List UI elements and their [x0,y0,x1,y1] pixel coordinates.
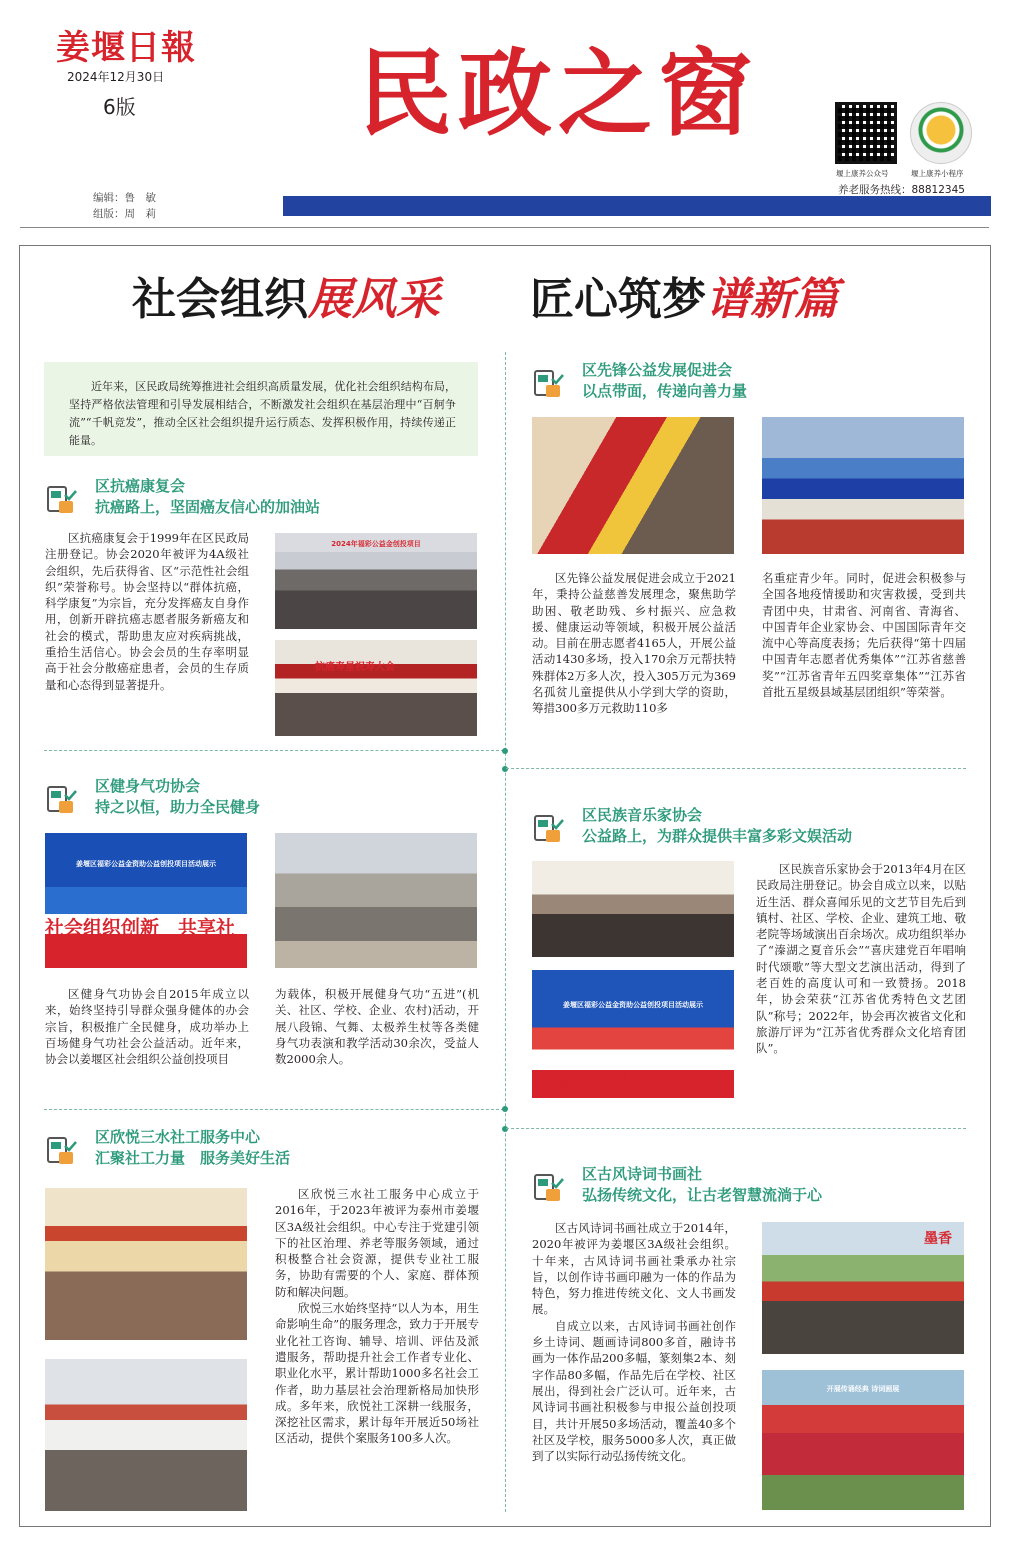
article-title-anticancer [95,476,320,518]
headline-black: 社会组织 [132,274,308,325]
organization-icon [45,1134,79,1168]
paragraph: 区古风诗词书画社成立于2014年，2020年被评为姜堰区3A级社会组织。十年来，古风诗词书画社秉承办社宗旨，以创作诗书画印融为一体的作品为特色，努力推进传统文化、文人书画发展。 [532,1221,736,1317]
divider-dot [502,1126,508,1132]
header-rule [20,227,989,228]
headline-right [530,274,838,325]
org-name: 区民族音乐家协会 [582,806,703,824]
org-name: 区欣悦三水社工服务中心 [95,1128,261,1146]
header-blue-bar [283,196,991,216]
headline-red: 展风采 [308,274,440,325]
divider [506,1128,966,1129]
org-slogan: 公益路上，为群众提供丰富多彩文娱活动 [582,827,853,845]
hotline-text: 养老服务热线：88812345 [838,184,965,196]
org-slogan: 持之以恒，助力全民健身 [95,798,261,816]
article-title-folk-music [582,805,852,847]
divider-dot [502,766,508,772]
photo-anticancer-meeting [275,533,477,629]
organization-icon [532,812,566,846]
section-title: 民政之窗 [358,40,759,149]
photo-banner: 抗癌寿星祝寿大会 [315,662,395,673]
qr-code-icon[interactable] [835,102,897,164]
article-body-qigong-col2: 为载体，积极开展健身气功“五进”(机关、社区、学校、企业、农村)活动，开展八段锦、气舞、太极养生杖等各类健身气功表演和教学活动30余次，受益人数2000余人。 [275,987,479,1067]
photo-qigong-stage [45,833,247,968]
photo-pioneer-rally [762,417,964,554]
paragraph: 区欣悦三水社工服务中心成立于2016年，于2023年被评为泰州市姜堰区3A级社会组织。中心专注于党建引领下的社区治理、养老等服务领域，通过积极整合社会资源，提供专业社工服务，协助有需要的个人、家庭、群体预防和解决问题。 [275,1187,479,1299]
photo-banner: 开展传诵经典 诗词画展 [826,1385,900,1393]
photo-banner: 织创新 共享 [532,1070,652,1094]
photo-social-work-class [45,1359,247,1511]
org-name: 区先锋公益发展促进会 [582,361,733,379]
divider [44,750,504,751]
article-body-poetry [532,1220,736,1464]
photo-anticancer-birthday [275,640,477,736]
photo-folk-music-band [532,861,734,957]
article-body-qigong-col1: 区健身气功协会自2015年成立以来，始终坚持引导群众强身健体的办会宗旨，积极推广全民健身，成功举办上百场健身气功社会公益活动。近年来，协会以姜堰区社会组织公益创投项目 [45,987,249,1067]
org-name: 区古风诗词书画社 [582,1165,703,1183]
article-body-pioneer-col1: 区先锋公益发展促进会成立于2021年，秉持公益慈善发展理念，聚焦助学助困、敬老助残、乡村振兴、应急救援、健康运动等领域，积极开展公益活动。目前在册志愿者4165人，开展公益活动1430多场，投入170余万元帮扶特殊群体2万多人次，投入305万元为369名孤贫儿童提供从小学到大学的资助，筹措300多万元救助110多 [532,571,736,716]
editor-credit: 编辑：鲁 敏 [93,192,156,204]
organization-icon [45,783,79,817]
article-body-pioneer-col2: 名重症青少年。同时，促进会积极参与全国各地疫情援助和灾害救援，受到共青团中央，甘肃省、河南省、青海省、中国青年企业家协会、中国国际青年交流中心等高度表扬；先后获得“第十四届中国青年志愿者优秀集体”“江苏省慈善奖”“江苏省青年五四奖章集体”“江苏省首批五星级县域基层团组织”等荣誉。 [762,571,966,700]
intro-box: 近年来，区民政局统筹推进社会组织高质量发展，优化社会组织结构布局，坚持严格依法管理和引导发展相结合，不断激发社会组织在基层治理中“百舸争流”“千帆竞发”，推动全区社会组织提升运行质态、发挥积极作用，持续传递正能量。 [44,362,478,456]
photo-pioneer-volunteers [532,417,734,554]
divider-dot [502,748,508,754]
photo-folk-music-dance [532,970,734,1098]
headline-red: 谱新篇 [706,274,838,325]
photo-poetry-exhibition [762,1222,964,1354]
paragraph: 欣悦三水始终坚持“以人为本，用生命影响生命”的服务理念，致力于开展专业化社工咨询、辅导、培训、评估及派遣服务，帮助提升社会工作者专业化、职业化水平，累计帮助1000多名社会工作者，助力基层社会治理新格局加快形成。多年来，欣悦社工深耕一线服务，深挖社区需求，累计每年开展近50场社区活动，提供个案服务100多人次。 [275,1301,479,1446]
photo-poetry-gathering [762,1370,964,1510]
divider-dot [502,1106,508,1112]
photo-banner: 2024年福彩公益金创投项目 [331,540,421,548]
photo-banner: 姜堰区福彩公益金资助公益创投项目活动展示 [563,1001,703,1009]
organization-icon [45,483,79,517]
article-body-social-work [275,1186,479,1447]
photo-banner: 姜堰区福彩公益金资助公益创投项目活动展示 [76,860,216,868]
article-title-pioneer [582,360,747,402]
photo-social-work-event [45,1188,247,1340]
photo-banner: 墨香 [924,1231,952,1247]
organization-icon [532,367,566,401]
org-slogan: 弘扬传统文化，让古老智慧流淌于心 [582,1186,823,1204]
article-body-anticancer: 区抗癌康复会于1999年在区民政局注册登记。协会2020年被评为4A级社会组织，先后获得省、区“示范性社会组织”荣誉称号。协会坚持以“群体抗癌，科学康复”为宗旨，充分发挥癌友自身作用，创新开辟抗癌志愿者服务新癌友和社会的模式，帮助患友应对疾病挑战，重拾生活信心。协会会员的生存率明显高于社会分散癌症患者，会员的生存质量和心态得到显著提升。 [45,531,249,692]
headline-black: 匠心筑梦 [530,274,706,325]
organization-icon [532,1171,566,1205]
qr-caption: 堰上康养公众号 [836,169,889,178]
article-title-qigong [95,776,260,818]
org-name: 区抗癌康复会 [95,477,186,495]
photo-qigong-outdoor [275,833,477,968]
photo-banner: 社会组织创新 共享社 [45,917,236,939]
article-title-poetry [582,1164,822,1206]
column-divider [505,352,506,1512]
divider [44,1109,504,1110]
article-title-social-work [95,1127,290,1169]
divider [506,768,966,769]
org-slogan: 以点带面，传递向善力量 [582,382,748,400]
org-slogan: 汇聚社工力量 服务美好生活 [95,1149,291,1167]
layout-credit: 组版：周 莉 [93,208,156,220]
org-name: 区健身气功协会 [95,777,201,795]
org-slogan: 抗癌路上，坚固癌友信心的加油站 [95,498,321,516]
article-body-folk-music: 区民族音乐家协会于2013年4月在区民政局注册登记。协会自成立以来，以贴近生活、群众喜闻乐见的文艺节目先后到镇村、社区、学校、企业、建筑工地、敬老院等场域演出百余场次。成功组织举办了“溱湖之夏音乐会”“喜庆建党百年唱响时代颂歌”等大型文艺演出活动，得到了老百姓的高度认可和一致赞扬。2018年，协会荣获“江苏省优秀特色文艺团队”称号；2022年，协会再次被省文化和旅游厅评为“江苏省优秀群众文化培育团队”。 [756,862,966,1056]
edition-number: 6版 [103,95,136,119]
issue-date: 2024年12月30日 [67,70,165,84]
newspaper-masthead: 姜堰日報 [56,28,196,68]
headline-left [132,274,440,325]
qr-caption: 堰上康养小程序 [911,169,964,178]
mini-program-code-icon[interactable] [910,102,972,164]
paragraph: 自成立以来，古风诗词书画社创作乡土诗词、题画诗词800多首，融诗书画为一体作品200多幅，篆刻集2本、刻字作品80多幅，作品先后在学校、社区展出，得到社会广泛认可。近年来，古风诗词书画社积极参与申报公益创投项目，共计开展50多场活动，覆盖40多个社区及学校，服务5000多人次，真正做到了以实际行动弘扬传统文化。 [532,1318,736,1464]
